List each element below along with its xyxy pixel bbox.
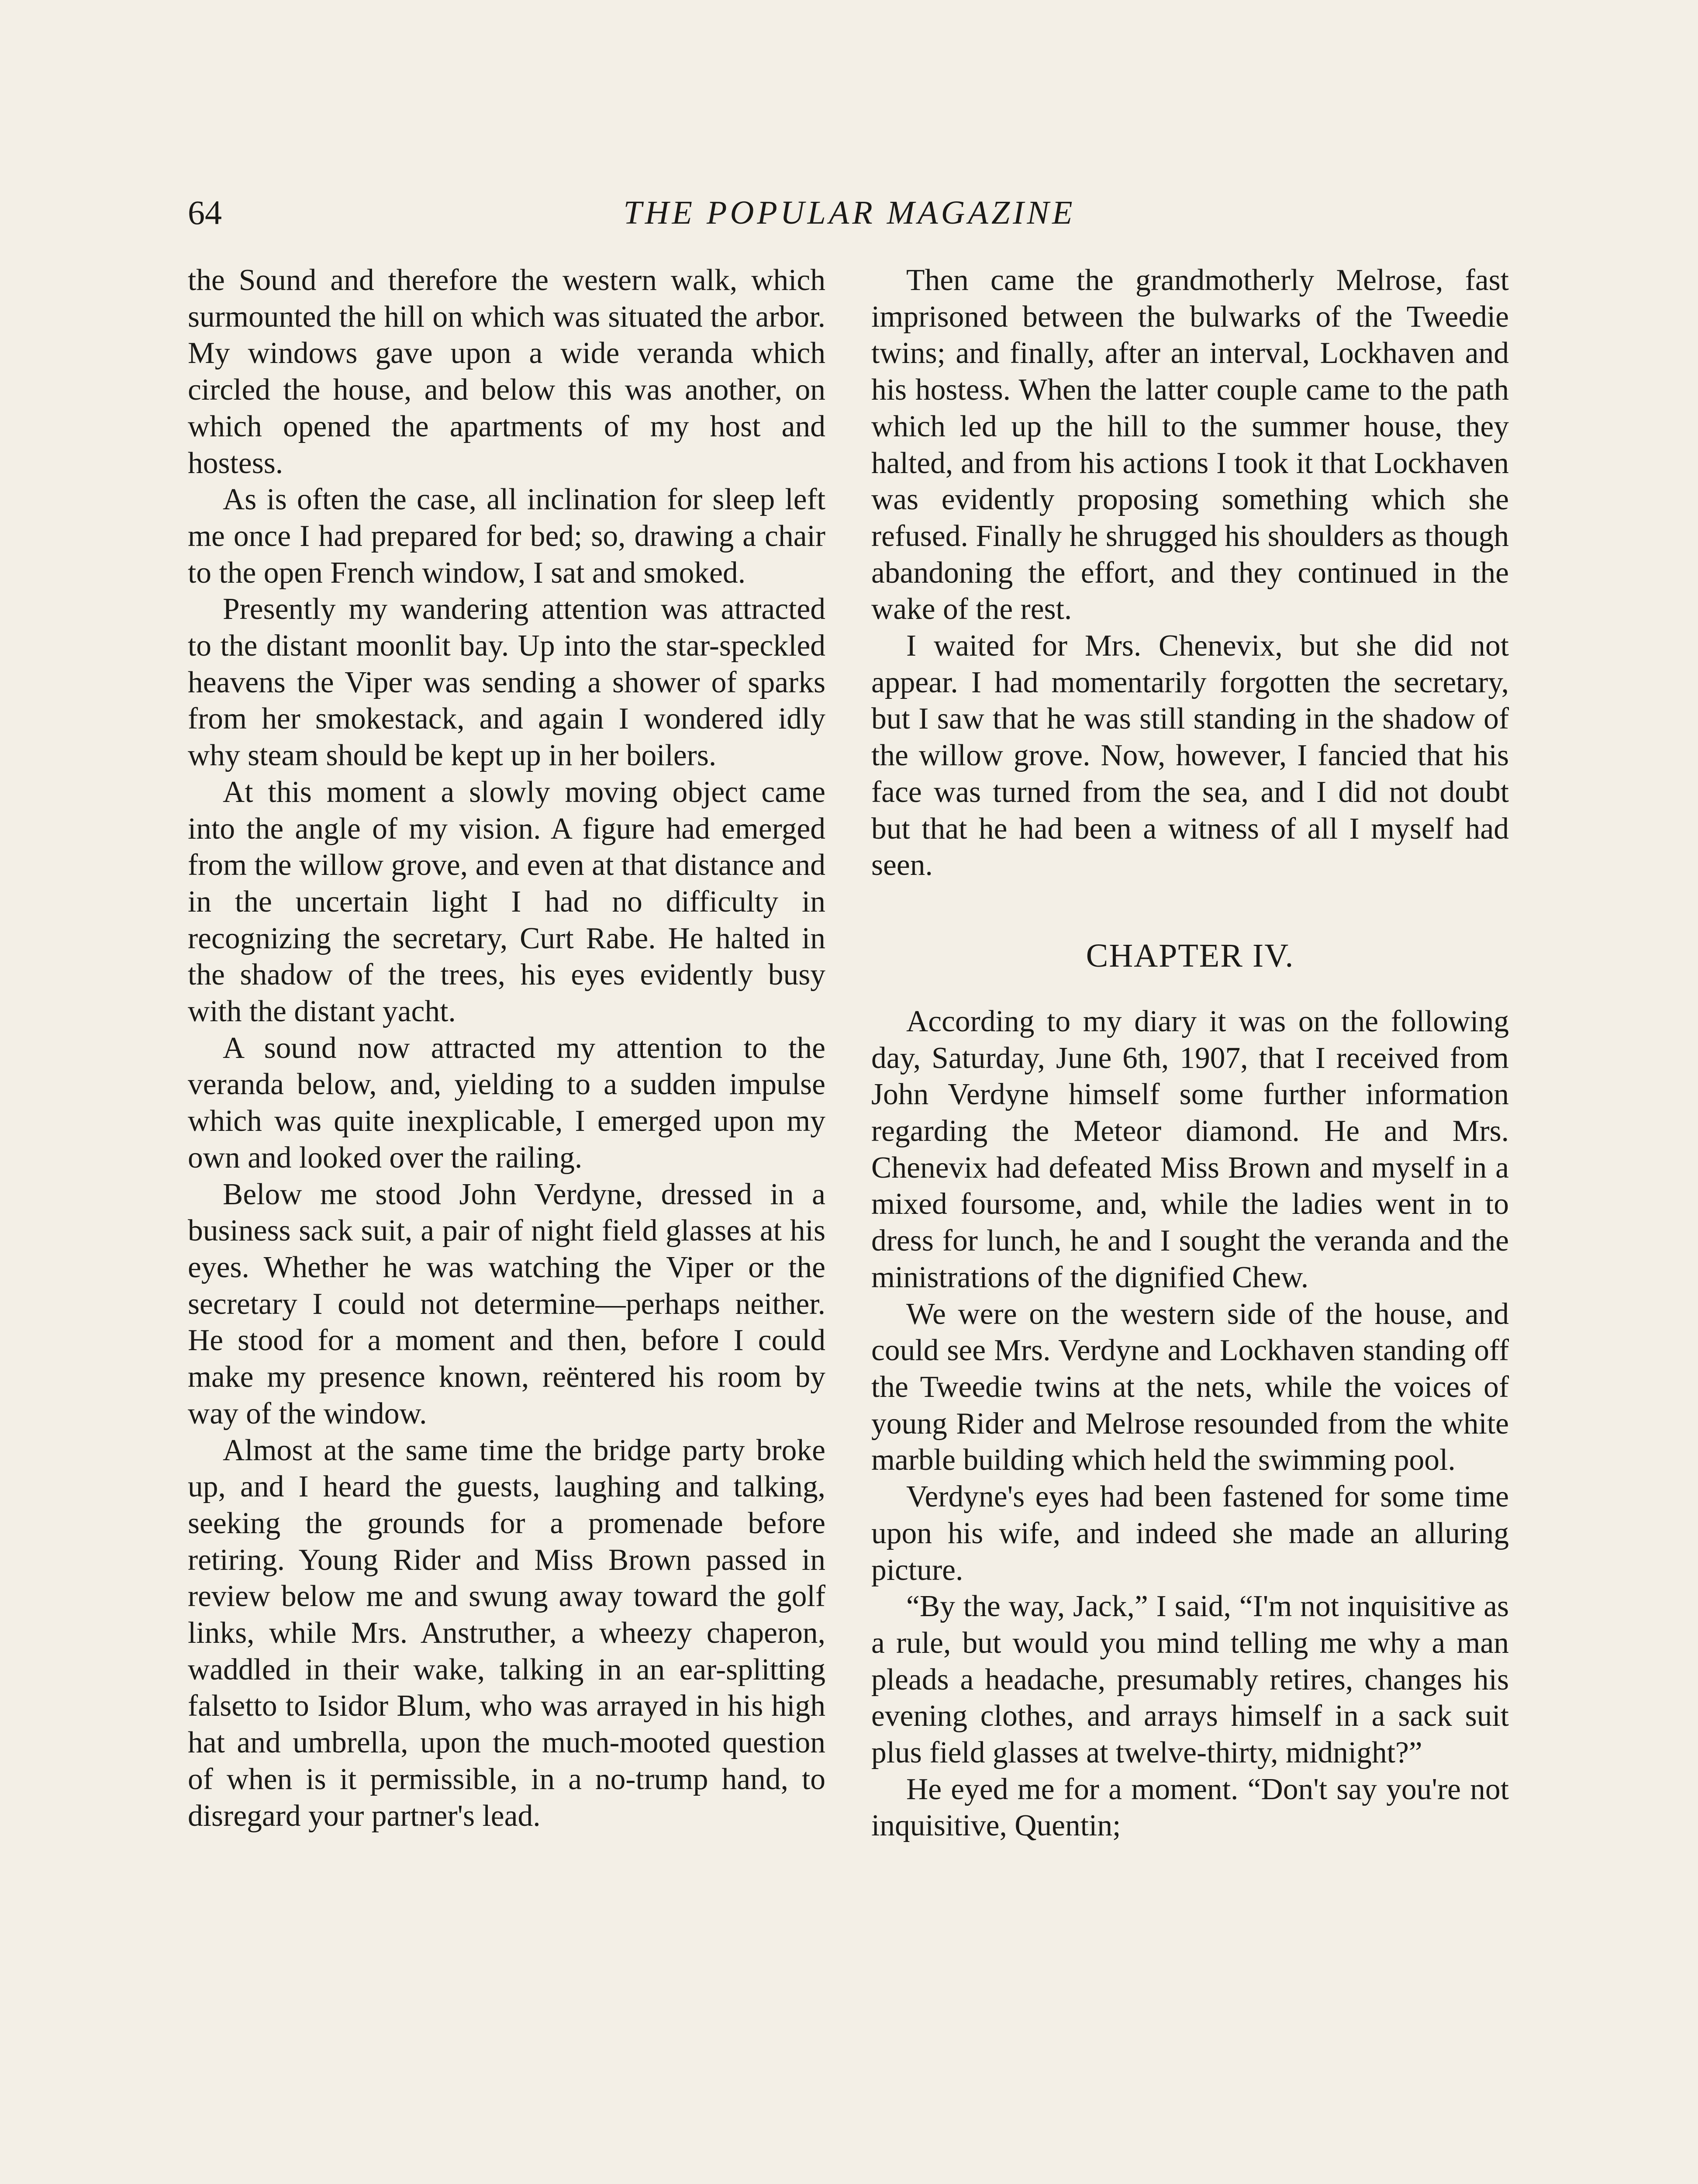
left-column	[188, 262, 825, 1834]
page-header	[188, 189, 1511, 237]
paragraph: We were on the western side of the house, and could see Mrs. Verdyne and Lockhaven standing off the Tweedie twins at the nets, while the voices of young Rider and Melrose resounded from the white marble building which held the swimming pool.	[871, 1297, 1509, 1477]
paragraph: He eyed me for a moment. “Don't say you're not inquisitive, Quentin;	[871, 1772, 1509, 1843]
right-column	[871, 262, 1509, 1844]
paragraph: Then came the grandmotherly Melrose, fast imprisoned between the bulwarks of the Tweedie twins; and finally, after an interval, Lockhaven and his hostess. When the latter couple came to the path which led up the hill to the summer house, they halted, and from his actions I took it that Lockhaven was evidently proposing something which she refused. Finally he shrugged his shoulders as though abandoning the effort, and they continued in the wake of the rest.	[871, 263, 1509, 626]
page-number: 64	[188, 194, 222, 232]
paragraph: Below me stood John Verdyne, dressed in a business sack suit, a pair of night field glasses at his eyes. Whether he was watching the Viper or the secretary I could not determine—perhaps neither. He stood for a moment and then, before I could make my presence known, reëntered his room by way of the window.	[188, 1177, 825, 1431]
paragraph: Presently my wandering attention was attracted to the distant moonlit bay. Up into the star-speckled heavens the Viper was sending a shower of sparks from her smokestack, and again I wondered idly why steam should be kept up in her boilers.	[188, 592, 825, 773]
paragraph: Almost at the same time the bridge party broke up, and I heard the guests, laughing and talking, seeking the grounds for a promenade before retiring. Young Rider and Miss Brown passed in review below me and swung away toward the golf links, while Mrs. Anstruther, a wheezy chaperon, waddled in their wake, talking in an ear-splitting falsetto to Isidor Blum, who was arrayed in his high hat and umbrella, upon the much-mooted question of when is it permissible, in a no-trump hand, to disregard your partner's lead.	[188, 1433, 825, 1833]
paragraph: “By the way, Jack,” I said, “I'm not inquisitive as a rule, but would you mind telling me why a man pleads a headache, presumably retires, changes his evening clothes, and arrays himself in a sack suit plus field glasses at twelve-thirty, midnight?”	[871, 1590, 1509, 1770]
paragraph: At this moment a slowly moving object came into the angle of my vision. A figure had emerged from the willow grove, and even at that distance and in the uncertain light I had no difficulty in recognizing the secretary, Curt Rabe. He halted in the shadow of the trees, his eyes evidently busy with the distant yacht.	[188, 775, 825, 1029]
paragraph: I waited for Mrs. Chenevix, but she did not appear. I had momentarily forgotten the secretary, but I saw that he was still standing in the shadow of the willow grove. Now, however, I fancied that his face was turned from the sea, and I did not doubt but that he had been a witness of all I myself had seen.	[871, 629, 1509, 882]
paragraph: the Sound and therefore the western walk, which surmounted the hill on which was situated the arbor. My windows gave upon a wide veranda which circled the house, and below this was another, on which opened the apartments of my host and hostess.	[188, 263, 825, 480]
chapter-heading: CHAPTER IV.	[1086, 937, 1294, 974]
paragraph: A sound now attracted my attention to the veranda below, and, yielding to a sudden impulse which was quite inexplicable, I emerged upon my own and looked over the railing.	[188, 1031, 825, 1175]
running-title: THE POPULAR MAGAZINE	[623, 194, 1076, 231]
paragraph: According to my diary it was on the following day, Saturday, June 6th, 1907, that I received from John Verdyne himself some further information regarding the Meteor diamond. He and Mrs. Chenevix had defeated Miss Brown and myself in a mixed foursome, and, while the ladies went in to dress for lunch, he and I sought the veranda and the ministrations of the dignified Chew.	[871, 1004, 1509, 1294]
paragraph: As is often the case, all inclination for sleep left me once I had prepared for bed; so, drawing a chair to the open French window, I sat and smoked.	[188, 483, 825, 590]
paragraph: Verdyne's eyes had been fastened for some time upon his wife, and indeed she made an alluring picture.	[871, 1480, 1509, 1587]
